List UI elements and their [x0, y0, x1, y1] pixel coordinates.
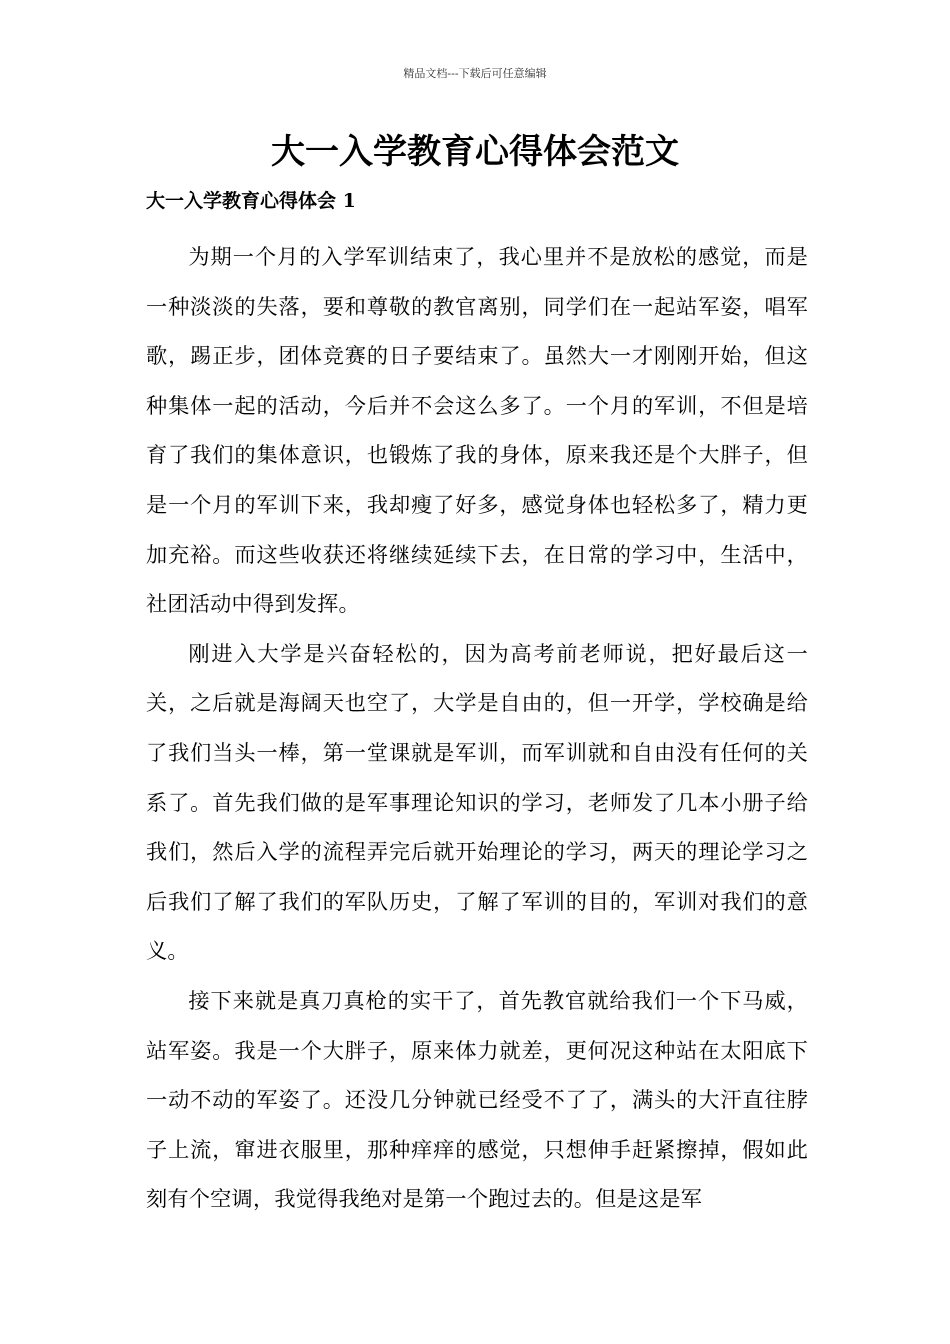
paragraph-3: 接下来就是真刀真枪的实干了，首先教官就给我们一个下马威，站军姿。我是一个大胖子，原来体力就差，更何况这种站在太阳底下一动不动的军姿了。还没几分钟就已经受不了了，满头的大汗直往脖子上流，窜进衣服里，那种痒痒的感觉，只想伸手赶紧擦掉，假如此刻有个空调，我觉得我绝对是第一个跑过去的。但是这是军: [146, 987, 808, 1212]
document-body: [146, 232, 808, 1224]
paragraph-1: 为期一个月的入学军训结束了，我心里并不是放松的感觉，而是一种淡淡的失落，要和尊敬的教官离别，同学们在一起站军姿，唱军歌，踢正步，团体竞赛的日子要结束了。虽然大一才刚刚开始，但这种集体一起的活动，今后并不会这么多了。一个月的军训，不但是培育了我们的集体意识，也锻炼了我的身体，原来我还是个大胖子，但是一个月的军训下来，我却瘦了好多，感觉身体也轻松多了，精力更加充裕。而这些收获还将继续延续下去，在日常的学习中，生活中，社团活动中得到发挥。: [146, 244, 808, 617]
section-heading: 大一入学教育心得体会 1: [146, 190, 356, 212]
header-note: 精品文档---下载后可任意编辑: [403, 67, 547, 80]
document-title: 大一入学教育心得体会范文: [271, 132, 679, 172]
paragraph-2: 刚进入大学是兴奋轻松的，因为高考前老师说，把好最后这一关，之后就是海阔天也空了，大学是自由的，但一开学，学校确是给了我们当头一棒，第一堂课就是军训，而军训就和自由没有任何的关系了。首先我们做的是军事理论知识的学习，老师发了几本小册子给我们，然后入学的流程弄完后就开始理论的学习，两天的理论学习之后我们了解了我们的军队历史，了解了军训的目的，军训对我们的意义。: [146, 640, 808, 964]
